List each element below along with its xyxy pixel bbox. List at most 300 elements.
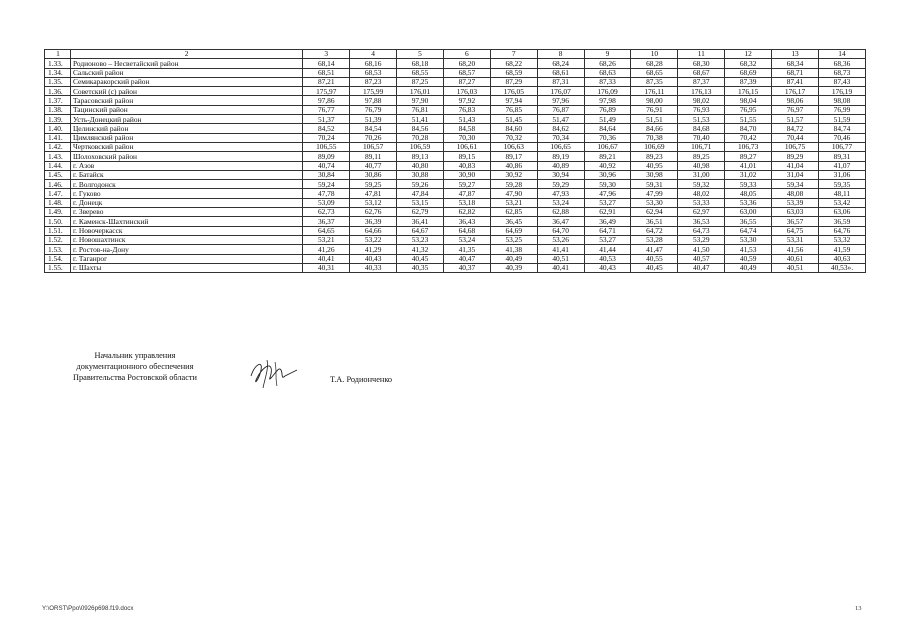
value-cell: 97,98: [584, 96, 631, 105]
value-cell: 89,15: [443, 152, 490, 161]
value-cell: 68,14: [303, 59, 350, 68]
row-number-cell: 1.43.: [45, 152, 71, 161]
value-cell: 40,45: [397, 254, 444, 263]
district-name-cell: г. Батайск: [70, 170, 302, 179]
value-cell: 40,31: [303, 263, 350, 272]
value-cell: 62,85: [490, 208, 537, 217]
value-cell: 70,30: [443, 133, 490, 142]
value-cell: 98,02: [678, 96, 725, 105]
value-cell: 41,35: [443, 245, 490, 254]
value-cell: 97,90: [397, 96, 444, 105]
signatory-title-line-2: документационного обеспечения: [76, 362, 194, 371]
value-cell: 68,16: [350, 59, 397, 68]
value-cell: 47,99: [631, 189, 678, 198]
value-cell: 53,28: [631, 235, 678, 244]
value-cell: 48,05: [725, 189, 772, 198]
value-cell: 53,21: [303, 235, 350, 244]
value-cell: 59,31: [631, 180, 678, 189]
value-cell: 51,37: [303, 115, 350, 124]
row-number-cell: 1.42.: [45, 142, 71, 151]
row-number-cell: 1.48.: [45, 198, 71, 207]
value-cell: 84,74: [818, 124, 865, 133]
value-cell: 41,59: [818, 245, 865, 254]
value-cell: 76,87: [537, 105, 584, 114]
row-number-cell: 1.38.: [45, 105, 71, 114]
value-cell: 68,30: [678, 59, 725, 68]
value-cell: 68,69: [725, 68, 772, 77]
value-cell: 68,36: [818, 59, 865, 68]
value-cell: 53,18: [443, 198, 490, 207]
value-cell: 40,61: [772, 254, 819, 263]
value-cell: 62,76: [350, 208, 397, 217]
value-cell: 53,15: [397, 198, 444, 207]
value-cell: 62,94: [631, 208, 678, 217]
row-number-cell: 1.47.: [45, 189, 71, 198]
value-cell: 53,42: [818, 198, 865, 207]
value-cell: 36,51: [631, 217, 678, 226]
value-cell: 175,97: [303, 87, 350, 96]
row-number-cell: 1.55.: [45, 263, 71, 272]
value-cell: 59,25: [350, 180, 397, 189]
value-cell: 98,06: [772, 96, 819, 105]
value-cell: 89,19: [537, 152, 584, 161]
table-row: [45, 208, 866, 217]
value-cell: 31,04: [772, 170, 819, 179]
district-name-cell: Семикаракорский район: [70, 77, 302, 86]
value-cell: 70,40: [678, 133, 725, 142]
value-cell: 36,37: [303, 217, 350, 226]
column-number-cell: 9: [584, 50, 631, 59]
value-cell: 51,47: [537, 115, 584, 124]
value-cell: 59,35: [818, 180, 865, 189]
table-row: [45, 96, 866, 105]
value-cell: 68,24: [537, 59, 584, 68]
value-cell: 87,29: [490, 77, 537, 86]
value-cell: 106,69: [631, 142, 678, 151]
signatory-name: Т.А. Родионченко: [330, 375, 393, 384]
value-cell: 63,03: [772, 208, 819, 217]
signatory-title-line-1: Начальник управления: [94, 351, 176, 360]
value-cell: 98,08: [818, 96, 865, 105]
value-cell: 53,39: [772, 198, 819, 207]
value-cell: 41,01: [725, 161, 772, 170]
district-name-cell: Советский (с) район: [70, 87, 302, 96]
value-cell: 40,57: [678, 254, 725, 263]
value-cell: 41,53: [725, 245, 772, 254]
value-cell: 175,99: [350, 87, 397, 96]
value-cell: 47,81: [350, 189, 397, 198]
value-cell: 63,06: [818, 208, 865, 217]
value-cell: 51,45: [490, 115, 537, 124]
value-cell: 53,29: [678, 235, 725, 244]
value-cell: 40,39: [490, 263, 537, 272]
row-number-cell: 1.40.: [45, 124, 71, 133]
district-name-cell: г. Ростов-на-Дону: [70, 245, 302, 254]
value-cell: 64,75: [772, 226, 819, 235]
district-name-cell: Чертковский район: [70, 142, 302, 151]
value-cell: 41,41: [537, 245, 584, 254]
value-cell: 30,96: [584, 170, 631, 179]
row-number-cell: 1.46.: [45, 180, 71, 189]
row-number-cell: 1.44.: [45, 161, 71, 170]
page-number: 13: [855, 605, 862, 612]
value-cell: 59,32: [678, 180, 725, 189]
value-cell: 51,39: [350, 115, 397, 124]
value-cell: 53,32: [818, 235, 865, 244]
row-number-cell: 1.49.: [45, 208, 71, 217]
value-cell: 40,59: [725, 254, 772, 263]
table-row: [45, 161, 866, 170]
value-cell: 51,41: [397, 115, 444, 124]
value-cell: 40,92: [584, 161, 631, 170]
value-cell: 87,23: [350, 77, 397, 86]
column-number-cell: 5: [397, 50, 444, 59]
district-name-cell: Цимлянский район: [70, 133, 302, 142]
value-cell: 106,75: [772, 142, 819, 151]
value-cell: 51,51: [631, 115, 678, 124]
value-cell: 87,33: [584, 77, 631, 86]
value-cell: 48,02: [678, 189, 725, 198]
value-cell: 40,47: [678, 263, 725, 272]
value-cell: 41,56: [772, 245, 819, 254]
value-cell: 70,36: [584, 133, 631, 142]
value-cell: 40,37: [443, 263, 490, 272]
row-number-cell: 1.54.: [45, 254, 71, 263]
value-cell: 36,45: [490, 217, 537, 226]
row-number-cell: 1.33.: [45, 59, 71, 68]
value-cell: 64,69: [490, 226, 537, 235]
value-cell: 36,47: [537, 217, 584, 226]
table-row: [45, 198, 866, 207]
value-cell: 64,68: [443, 226, 490, 235]
district-name-cell: Шолоховский район: [70, 152, 302, 161]
value-cell: 59,34: [772, 180, 819, 189]
value-cell: 68,59: [490, 68, 537, 77]
column-number-cell: 11: [678, 50, 725, 59]
value-cell: 76,85: [490, 105, 537, 114]
value-cell: 51,59: [818, 115, 865, 124]
value-cell: 47,90: [490, 189, 537, 198]
value-cell: 41,47: [631, 245, 678, 254]
value-cell: 176,03: [443, 87, 490, 96]
value-cell: 68,51: [303, 68, 350, 77]
value-cell: 40,77: [350, 161, 397, 170]
value-cell: 62,91: [584, 208, 631, 217]
value-cell: 68,28: [631, 59, 678, 68]
value-cell: 84,70: [725, 124, 772, 133]
value-cell: 84,68: [678, 124, 725, 133]
value-cell: 40,45: [631, 263, 678, 272]
value-cell: 97,96: [537, 96, 584, 105]
value-cell: 70,28: [397, 133, 444, 142]
value-cell: 64,65: [303, 226, 350, 235]
table-row: [45, 235, 866, 244]
value-cell: 48,08: [772, 189, 819, 198]
column-number-cell: 8: [537, 50, 584, 59]
value-cell: 89,31: [818, 152, 865, 161]
table-row: [45, 115, 866, 124]
value-cell: 53,24: [537, 198, 584, 207]
value-cell: 64,70: [537, 226, 584, 235]
value-cell: 176,11: [631, 87, 678, 96]
table-row: [45, 68, 866, 77]
value-cell: 87,25: [397, 77, 444, 86]
value-cell: 176,19: [818, 87, 865, 96]
value-cell: 87,37: [678, 77, 725, 86]
column-number-cell: 7: [490, 50, 537, 59]
table-row: [45, 226, 866, 235]
table-row: [45, 59, 866, 68]
value-cell: 40,41: [537, 263, 584, 272]
value-cell: 68,20: [443, 59, 490, 68]
value-cell: 59,24: [303, 180, 350, 189]
value-cell: 51,53: [678, 115, 725, 124]
value-cell: 40,86: [490, 161, 537, 170]
value-cell: 30,86: [350, 170, 397, 179]
value-cell: 84,72: [772, 124, 819, 133]
value-cell: 30,84: [303, 170, 350, 179]
value-cell: 53,30: [725, 235, 772, 244]
row-number-cell: 1.41.: [45, 133, 71, 142]
value-cell: 87,39: [725, 77, 772, 86]
value-cell: 36,49: [584, 217, 631, 226]
value-cell: 40,51: [772, 263, 819, 272]
row-number-cell: 1.45.: [45, 170, 71, 179]
value-cell: 59,29: [537, 180, 584, 189]
value-cell: 62,97: [678, 208, 725, 217]
value-cell: 76,77: [303, 105, 350, 114]
value-cell: 31,02: [725, 170, 772, 179]
value-cell: 97,88: [350, 96, 397, 105]
value-cell: 70,38: [631, 133, 678, 142]
value-cell: 84,64: [584, 124, 631, 133]
value-cell: 64,66: [350, 226, 397, 235]
value-cell: 31,06: [818, 170, 865, 179]
value-cell: 70,44: [772, 133, 819, 142]
value-cell: 76,79: [350, 105, 397, 114]
value-cell: 41,07: [818, 161, 865, 170]
value-cell: 59,27: [443, 180, 490, 189]
value-cell: 68,53: [350, 68, 397, 77]
value-cell: 64,67: [397, 226, 444, 235]
value-cell: 89,11: [350, 152, 397, 161]
value-cell: 47,96: [584, 189, 631, 198]
value-cell: 47,78: [303, 189, 350, 198]
value-cell: 41,32: [397, 245, 444, 254]
district-name-cell: Усть-Донецкий район: [70, 115, 302, 124]
value-cell: 76,93: [678, 105, 725, 114]
value-cell: 89,25: [678, 152, 725, 161]
value-cell: 41,04: [772, 161, 819, 170]
value-cell: 176,13: [678, 87, 725, 96]
value-cell: 76,95: [725, 105, 772, 114]
district-name-cell: г. Волгодонск: [70, 180, 302, 189]
column-number-cell: 12: [725, 50, 772, 59]
value-cell: 106,61: [443, 142, 490, 151]
value-cell: 76,91: [631, 105, 678, 114]
district-name-cell: г. Новочеркасск: [70, 226, 302, 235]
value-cell: 97,86: [303, 96, 350, 105]
value-cell: 70,26: [350, 133, 397, 142]
column-number-cell: 4: [350, 50, 397, 59]
table-row: [45, 254, 866, 263]
value-cell: 40,43: [350, 254, 397, 263]
value-cell: 68,65: [631, 68, 678, 77]
value-cell: 176,15: [725, 87, 772, 96]
value-cell: 68,67: [678, 68, 725, 77]
value-cell: 53,33: [678, 198, 725, 207]
value-cell: 40,98: [678, 161, 725, 170]
value-cell: 84,54: [350, 124, 397, 133]
table-row: [45, 124, 866, 133]
value-cell: 53,23: [397, 235, 444, 244]
value-cell: 68,71: [772, 68, 819, 77]
value-cell: 97,92: [443, 96, 490, 105]
value-cell: 51,55: [725, 115, 772, 124]
row-number-cell: 1.36.: [45, 87, 71, 96]
value-cell: 89,13: [397, 152, 444, 161]
table-row: [45, 152, 866, 161]
value-cell: 59,30: [584, 180, 631, 189]
value-cell: 48,11: [818, 189, 865, 198]
value-cell: 89,29: [772, 152, 819, 161]
table-row: [45, 189, 866, 198]
district-name-cell: г. Гуково: [70, 189, 302, 198]
value-cell: 176,07: [537, 87, 584, 96]
value-cell: 31,00: [678, 170, 725, 179]
district-name-cell: Тарасовский район: [70, 96, 302, 105]
value-cell: 70,34: [537, 133, 584, 142]
row-number-cell: 1.37.: [45, 96, 71, 105]
value-cell: 53,31: [772, 235, 819, 244]
value-cell: 84,52: [303, 124, 350, 133]
value-cell: 41,26: [303, 245, 350, 254]
value-cell: 40,43: [584, 263, 631, 272]
value-cell: 62,82: [443, 208, 490, 217]
district-name-cell: Родионово – Несветайский район: [70, 59, 302, 68]
row-number-cell: 1.53.: [45, 245, 71, 254]
value-cell: 30,98: [631, 170, 678, 179]
table-row: [45, 180, 866, 189]
value-cell: 36,55: [725, 217, 772, 226]
value-cell: 40,49: [725, 263, 772, 272]
value-cell: 53,09: [303, 198, 350, 207]
row-number-cell: 1.50.: [45, 217, 71, 226]
value-cell: 36,59: [818, 217, 865, 226]
value-cell: 106,65: [537, 142, 584, 151]
value-cell: 84,62: [537, 124, 584, 133]
district-name-cell: Сальский район: [70, 68, 302, 77]
value-cell: 84,58: [443, 124, 490, 133]
value-cell: 76,97: [772, 105, 819, 114]
value-cell: 76,89: [584, 105, 631, 114]
value-cell: 63,00: [725, 208, 772, 217]
value-cell: 62,73: [303, 208, 350, 217]
value-cell: 64,76: [818, 226, 865, 235]
value-cell: 36,39: [350, 217, 397, 226]
value-cell: 40,63: [818, 254, 865, 263]
value-cell: 40,74: [303, 161, 350, 170]
value-cell: 64,71: [584, 226, 631, 235]
value-cell: 40,55: [631, 254, 678, 263]
value-cell: 40,35: [397, 263, 444, 272]
row-number-cell: 1.35.: [45, 77, 71, 86]
value-cell: 176,17: [772, 87, 819, 96]
value-cell: 76,83: [443, 105, 490, 114]
value-cell: 106,59: [397, 142, 444, 151]
value-cell: 89,17: [490, 152, 537, 161]
value-cell: 68,22: [490, 59, 537, 68]
value-cell: 176,05: [490, 87, 537, 96]
value-cell: 30,92: [490, 170, 537, 179]
value-cell: 40,83: [443, 161, 490, 170]
column-number-cell: 14: [818, 50, 865, 59]
value-cell: 87,43: [818, 77, 865, 86]
table-row: [45, 133, 866, 142]
value-cell: 41,29: [350, 245, 397, 254]
column-number-cell: 6: [443, 50, 490, 59]
value-cell: 36,53: [678, 217, 725, 226]
table-row: [45, 263, 866, 272]
value-cell: 47,84: [397, 189, 444, 198]
value-cell: 40,51: [537, 254, 584, 263]
district-name-cell: г. Шахты: [70, 263, 302, 272]
value-cell: 106,71: [678, 142, 725, 151]
value-cell: 68,32: [725, 59, 772, 68]
value-cell: 64,74: [725, 226, 772, 235]
value-cell: 53,27: [584, 198, 631, 207]
value-cell: 89,09: [303, 152, 350, 161]
value-cell: 41,38: [490, 245, 537, 254]
value-cell: 76,99: [818, 105, 865, 114]
value-cell: 68,63: [584, 68, 631, 77]
value-cell: 176,09: [584, 87, 631, 96]
value-cell: 70,42: [725, 133, 772, 142]
value-cell: 84,56: [397, 124, 444, 133]
value-cell: 53,12: [350, 198, 397, 207]
district-name-cell: г. Донецк: [70, 198, 302, 207]
value-cell: 47,93: [537, 189, 584, 198]
value-cell: 106,63: [490, 142, 537, 151]
value-cell: 40,49: [490, 254, 537, 263]
district-name-cell: г. Азов: [70, 161, 302, 170]
row-number-cell: 1.51.: [45, 226, 71, 235]
value-cell: 87,31: [537, 77, 584, 86]
value-cell: 41,44: [584, 245, 631, 254]
value-cell: 51,57: [772, 115, 819, 124]
value-cell: 106,55: [303, 142, 350, 151]
value-cell: 53,22: [350, 235, 397, 244]
value-cell: 106,57: [350, 142, 397, 151]
value-cell: 70,32: [490, 133, 537, 142]
value-cell: 97,94: [490, 96, 537, 105]
value-cell: 89,27: [725, 152, 772, 161]
value-cell: 40,53: [584, 254, 631, 263]
value-cell: 59,26: [397, 180, 444, 189]
value-cell: 106,67: [584, 142, 631, 151]
value-cell: 70,24: [303, 133, 350, 142]
value-cell: 40,89: [537, 161, 584, 170]
district-name-cell: Тацинский район: [70, 105, 302, 114]
value-cell: 64,72: [631, 226, 678, 235]
value-cell: 106,73: [725, 142, 772, 151]
value-cell: 87,27: [443, 77, 490, 86]
value-cell: 89,21: [584, 152, 631, 161]
value-cell: 53,25: [490, 235, 537, 244]
value-cell: 62,79: [397, 208, 444, 217]
value-cell: 70,46: [818, 133, 865, 142]
table-row: [45, 87, 866, 96]
